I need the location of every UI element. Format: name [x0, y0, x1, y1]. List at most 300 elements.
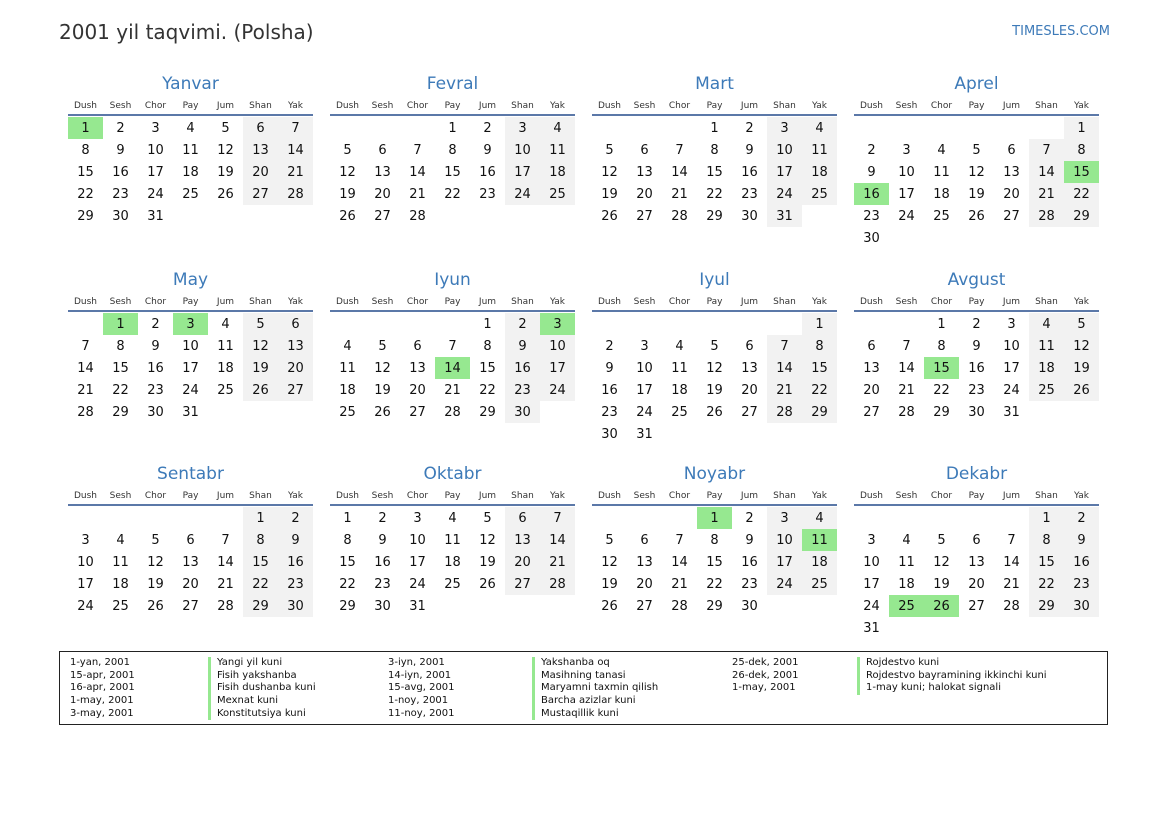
day-cell[interactable]: 7 — [278, 117, 313, 139]
day-cell[interactable]: 18 — [112, 576, 129, 592]
day-cell[interactable]: 26 — [374, 404, 391, 420]
day-cell[interactable]: 31 — [409, 598, 426, 614]
day-cell[interactable]: 6 — [745, 338, 754, 354]
day-cell[interactable]: 19 — [479, 554, 496, 570]
day-cell[interactable]: 17 — [540, 357, 575, 379]
day-cell[interactable]: 21 — [217, 576, 234, 592]
day-cell[interactable]: 10 — [505, 139, 540, 161]
day-cell[interactable]: 16 — [1064, 551, 1099, 573]
day-cell[interactable]: 23 — [278, 573, 313, 595]
day-cell[interactable]: 5 — [243, 313, 278, 335]
day-cell[interactable]: 23 — [147, 382, 164, 398]
day-cell[interactable]: 19 — [217, 164, 234, 180]
day-cell[interactable]: 11 — [933, 164, 950, 180]
day-cell[interactable]: 4 — [675, 338, 684, 354]
day-cell[interactable]: 7 — [902, 338, 911, 354]
day-cell[interactable]: 31 — [863, 620, 880, 636]
day-cell[interactable]: 27 — [505, 573, 540, 595]
day-cell[interactable]: 11 — [898, 554, 915, 570]
day-cell[interactable]: 14 — [1029, 161, 1064, 183]
day-cell[interactable]: 22 — [243, 573, 278, 595]
day-cell[interactable]: 17 — [1003, 360, 1020, 376]
day-cell[interactable]: 6 — [1007, 142, 1016, 158]
day-cell[interactable]: 14 — [671, 164, 688, 180]
day-cell[interactable]: 23 — [741, 186, 758, 202]
day-cell[interactable]: 12 — [933, 554, 950, 570]
day-cell[interactable]: 18 — [1029, 357, 1064, 379]
day-cell[interactable]: 4 — [186, 120, 195, 136]
day-cell[interactable]: 27 — [636, 208, 653, 224]
day-cell[interactable]: 30 — [374, 598, 391, 614]
day-cell[interactable]: 7 — [221, 532, 230, 548]
day-cell[interactable]: 2 — [278, 507, 313, 529]
day-cell[interactable]: 12 — [243, 335, 278, 357]
day-cell[interactable]: 6 — [278, 313, 313, 335]
day-cell[interactable]: 15 — [77, 164, 94, 180]
day-cell[interactable]: 23 — [968, 382, 985, 398]
day-cell[interactable]: 25 — [802, 183, 837, 205]
day-cell[interactable]: 20 — [409, 382, 426, 398]
day-cell[interactable]: 16 — [968, 360, 985, 376]
day-cell[interactable]: 27 — [968, 598, 985, 614]
day-cell[interactable]: 20 — [968, 576, 985, 592]
day-cell[interactable]: 31 — [182, 404, 199, 420]
day-cell[interactable]: 30 — [147, 404, 164, 420]
day-cell[interactable]: 19 — [374, 382, 391, 398]
day-cell[interactable]: 15 — [444, 164, 461, 180]
day-cell[interactable]: 15 — [479, 360, 496, 376]
day-cell[interactable]: 4 — [540, 117, 575, 139]
day-cell[interactable]: 14 — [217, 554, 234, 570]
day-cell[interactable]: 24 — [505, 183, 540, 205]
day-cell[interactable]: 17 — [636, 382, 653, 398]
day-cell[interactable]: 9 — [867, 164, 876, 180]
day-cell[interactable]: 6 — [378, 142, 387, 158]
day-cell[interactable]: 23 — [863, 208, 880, 224]
day-cell[interactable]: 14 — [540, 529, 575, 551]
day-cell[interactable]: 7 — [540, 507, 575, 529]
day-cell[interactable]: 12 — [601, 554, 618, 570]
day-cell[interactable]: 30 — [505, 401, 540, 423]
day-cell[interactable]: 15 — [706, 554, 723, 570]
day-cell[interactable]: 18 — [182, 164, 199, 180]
day-cell[interactable]: 22 — [112, 382, 129, 398]
day-cell[interactable]: 16 — [278, 551, 313, 573]
day-cell[interactable]: 14 — [898, 360, 915, 376]
day-cell[interactable]: 15 — [706, 164, 723, 180]
day-cell[interactable]: 6 — [640, 142, 649, 158]
day-cell[interactable]: 10 — [863, 554, 880, 570]
day-cell[interactable]: 22 — [77, 186, 94, 202]
day-cell[interactable]: 29 — [479, 404, 496, 420]
day-cell[interactable]: 28 — [767, 401, 802, 423]
day-cell[interactable]: 21 — [1003, 576, 1020, 592]
day-cell[interactable]: 3 — [767, 117, 802, 139]
day-cell[interactable]: 26 — [601, 598, 618, 614]
day-cell[interactable]: 30 — [1064, 595, 1099, 617]
day-cell[interactable]: 9 — [505, 335, 540, 357]
day-cell[interactable]: 30 — [278, 595, 313, 617]
holiday-day-cell[interactable]: 1 — [697, 507, 732, 529]
holiday-day-cell[interactable]: 14 — [435, 357, 470, 379]
day-cell[interactable]: 25 — [1029, 379, 1064, 401]
holiday-day-cell[interactable]: 11 — [802, 529, 837, 551]
day-cell[interactable]: 24 — [767, 183, 802, 205]
day-cell[interactable]: 31 — [636, 426, 653, 442]
day-cell[interactable]: 13 — [505, 529, 540, 551]
day-cell[interactable]: 18 — [217, 360, 234, 376]
day-cell[interactable]: 13 — [409, 360, 426, 376]
day-cell[interactable]: 7 — [413, 142, 422, 158]
holiday-day-cell[interactable]: 3 — [173, 313, 208, 335]
day-cell[interactable]: 5 — [343, 142, 352, 158]
day-cell[interactable]: 25 — [671, 404, 688, 420]
day-cell[interactable]: 29 — [1064, 205, 1099, 227]
day-cell[interactable]: 19 — [1064, 357, 1099, 379]
day-cell[interactable]: 25 — [933, 208, 950, 224]
day-cell[interactable]: 25 — [182, 186, 199, 202]
day-cell[interactable]: 1 — [483, 316, 492, 332]
day-cell[interactable]: 22 — [802, 379, 837, 401]
day-cell[interactable]: 9 — [745, 532, 754, 548]
day-cell[interactable]: 20 — [636, 576, 653, 592]
day-cell[interactable]: 4 — [448, 510, 457, 526]
day-cell[interactable]: 10 — [182, 338, 199, 354]
day-cell[interactable]: 8 — [1029, 529, 1064, 551]
day-cell[interactable]: 19 — [706, 382, 723, 398]
day-cell[interactable]: 4 — [802, 507, 837, 529]
day-cell[interactable]: 10 — [767, 529, 802, 551]
day-cell[interactable]: 3 — [81, 532, 90, 548]
day-cell[interactable]: 31 — [767, 205, 802, 227]
day-cell[interactable]: 14 — [767, 357, 802, 379]
day-cell[interactable]: 26 — [1064, 379, 1099, 401]
day-cell[interactable]: 7 — [1029, 139, 1064, 161]
day-cell[interactable]: 18 — [444, 554, 461, 570]
day-cell[interactable]: 6 — [413, 338, 422, 354]
day-cell[interactable]: 15 — [243, 551, 278, 573]
day-cell[interactable]: 9 — [278, 529, 313, 551]
day-cell[interactable]: 20 — [243, 161, 278, 183]
day-cell[interactable]: 11 — [671, 360, 688, 376]
day-cell[interactable]: 31 — [147, 208, 164, 224]
day-cell[interactable]: 19 — [339, 186, 356, 202]
day-cell[interactable]: 19 — [601, 576, 618, 592]
day-cell[interactable]: 16 — [147, 360, 164, 376]
day-cell[interactable]: 28 — [1029, 205, 1064, 227]
day-cell[interactable]: 5 — [605, 532, 614, 548]
day-cell[interactable]: 8 — [483, 338, 492, 354]
day-cell[interactable]: 18 — [898, 576, 915, 592]
day-cell[interactable]: 8 — [81, 142, 90, 158]
day-cell[interactable]: 28 — [671, 598, 688, 614]
day-cell[interactable]: 25 — [217, 382, 234, 398]
day-cell[interactable]: 2 — [972, 316, 981, 332]
day-cell[interactable]: 3 — [867, 532, 876, 548]
day-cell[interactable]: 20 — [636, 186, 653, 202]
day-cell[interactable]: 9 — [116, 142, 125, 158]
day-cell[interactable]: 21 — [898, 382, 915, 398]
day-cell[interactable]: 23 — [374, 576, 391, 592]
day-cell[interactable]: 18 — [339, 382, 356, 398]
day-cell[interactable]: 23 — [505, 379, 540, 401]
day-cell[interactable]: 8 — [937, 338, 946, 354]
day-cell[interactable]: 7 — [81, 338, 90, 354]
day-cell[interactable]: 13 — [374, 164, 391, 180]
day-cell[interactable]: 13 — [243, 139, 278, 161]
day-cell[interactable]: 11 — [217, 338, 234, 354]
day-cell[interactable]: 22 — [339, 576, 356, 592]
day-cell[interactable]: 12 — [601, 164, 618, 180]
day-cell[interactable]: 13 — [1003, 164, 1020, 180]
day-cell[interactable]: 3 — [640, 338, 649, 354]
day-cell[interactable]: 24 — [77, 598, 94, 614]
day-cell[interactable]: 15 — [802, 357, 837, 379]
day-cell[interactable]: 3 — [413, 510, 422, 526]
day-cell[interactable]: 12 — [479, 532, 496, 548]
day-cell[interactable]: 3 — [902, 142, 911, 158]
day-cell[interactable]: 28 — [444, 404, 461, 420]
holiday-day-cell[interactable]: 1 — [103, 313, 138, 335]
day-cell[interactable]: 20 — [505, 551, 540, 573]
day-cell[interactable]: 7 — [1007, 532, 1016, 548]
day-cell[interactable]: 3 — [151, 120, 160, 136]
day-cell[interactable]: 23 — [601, 404, 618, 420]
day-cell[interactable]: 29 — [112, 404, 129, 420]
day-cell[interactable]: 19 — [243, 357, 278, 379]
day-cell[interactable]: 27 — [374, 208, 391, 224]
day-cell[interactable]: 28 — [898, 404, 915, 420]
day-cell[interactable]: 26 — [968, 208, 985, 224]
day-cell[interactable]: 17 — [77, 576, 94, 592]
day-cell[interactable]: 25 — [540, 183, 575, 205]
holiday-day-cell[interactable]: 16 — [854, 183, 889, 205]
day-cell[interactable]: 2 — [745, 120, 754, 136]
day-cell[interactable]: 2 — [378, 510, 387, 526]
day-cell[interactable]: 22 — [1064, 183, 1099, 205]
day-cell[interactable]: 16 — [601, 382, 618, 398]
day-cell[interactable]: 25 — [112, 598, 129, 614]
day-cell[interactable]: 23 — [112, 186, 129, 202]
day-cell[interactable]: 13 — [182, 554, 199, 570]
day-cell[interactable]: 3 — [1007, 316, 1016, 332]
day-cell[interactable]: 13 — [968, 554, 985, 570]
day-cell[interactable]: 21 — [278, 161, 313, 183]
day-cell[interactable]: 4 — [902, 532, 911, 548]
day-cell[interactable]: 2 — [151, 316, 160, 332]
day-cell[interactable]: 14 — [1003, 554, 1020, 570]
day-cell[interactable]: 27 — [636, 598, 653, 614]
day-cell[interactable]: 18 — [802, 551, 837, 573]
day-cell[interactable]: 25 — [802, 573, 837, 595]
day-cell[interactable]: 17 — [409, 554, 426, 570]
day-cell[interactable]: 8 — [116, 338, 125, 354]
holiday-day-cell[interactable]: 15 — [1064, 161, 1099, 183]
day-cell[interactable]: 22 — [1029, 573, 1064, 595]
day-cell[interactable]: 14 — [671, 554, 688, 570]
day-cell[interactable]: 19 — [147, 576, 164, 592]
day-cell[interactable]: 20 — [374, 186, 391, 202]
day-cell[interactable]: 6 — [867, 338, 876, 354]
day-cell[interactable]: 10 — [636, 360, 653, 376]
day-cell[interactable]: 16 — [741, 554, 758, 570]
day-cell[interactable]: 26 — [339, 208, 356, 224]
day-cell[interactable]: 17 — [767, 161, 802, 183]
day-cell[interactable]: 1 — [1029, 507, 1064, 529]
day-cell[interactable]: 29 — [933, 404, 950, 420]
day-cell[interactable]: 5 — [937, 532, 946, 548]
day-cell[interactable]: 19 — [933, 576, 950, 592]
day-cell[interactable]: 12 — [706, 360, 723, 376]
day-cell[interactable]: 24 — [898, 208, 915, 224]
day-cell[interactable]: 1 — [448, 120, 457, 136]
day-cell[interactable]: 21 — [540, 551, 575, 573]
day-cell[interactable]: 18 — [802, 161, 837, 183]
day-cell[interactable]: 9 — [151, 338, 160, 354]
day-cell[interactable]: 21 — [444, 382, 461, 398]
day-cell[interactable]: 30 — [863, 230, 880, 246]
day-cell[interactable]: 5 — [972, 142, 981, 158]
day-cell[interactable]: 17 — [863, 576, 880, 592]
day-cell[interactable]: 5 — [151, 532, 160, 548]
day-cell[interactable]: 7 — [675, 532, 684, 548]
day-cell[interactable]: 19 — [601, 186, 618, 202]
day-cell[interactable]: 5 — [483, 510, 492, 526]
day-cell[interactable]: 6 — [186, 532, 195, 548]
day-cell[interactable]: 12 — [374, 360, 391, 376]
day-cell[interactable]: 12 — [217, 142, 234, 158]
day-cell[interactable]: 29 — [243, 595, 278, 617]
day-cell[interactable]: 19 — [968, 186, 985, 202]
day-cell[interactable]: 2 — [605, 338, 614, 354]
day-cell[interactable]: 26 — [601, 208, 618, 224]
day-cell[interactable]: 4 — [116, 532, 125, 548]
day-cell[interactable]: 4 — [343, 338, 352, 354]
day-cell[interactable]: 4 — [1029, 313, 1064, 335]
day-cell[interactable]: 24 — [767, 573, 802, 595]
day-cell[interactable]: 26 — [706, 404, 723, 420]
day-cell[interactable]: 3 — [767, 507, 802, 529]
day-cell[interactable]: 2 — [1064, 507, 1099, 529]
day-cell[interactable]: 6 — [505, 507, 540, 529]
day-cell[interactable]: 11 — [1029, 335, 1064, 357]
day-cell[interactable]: 17 — [147, 164, 164, 180]
day-cell[interactable]: 29 — [1029, 595, 1064, 617]
day-cell[interactable]: 27 — [1003, 208, 1020, 224]
day-cell[interactable]: 26 — [243, 379, 278, 401]
day-cell[interactable]: 9 — [745, 142, 754, 158]
day-cell[interactable]: 11 — [112, 554, 129, 570]
day-cell[interactable]: 16 — [374, 554, 391, 570]
day-cell[interactable]: 12 — [1064, 335, 1099, 357]
day-cell[interactable]: 29 — [706, 208, 723, 224]
day-cell[interactable]: 21 — [77, 382, 94, 398]
day-cell[interactable]: 10 — [898, 164, 915, 180]
day-cell[interactable]: 11 — [182, 142, 199, 158]
day-cell[interactable]: 28 — [77, 404, 94, 420]
day-cell[interactable]: 17 — [767, 551, 802, 573]
day-cell[interactable]: 17 — [898, 186, 915, 202]
day-cell[interactable]: 1 — [937, 316, 946, 332]
day-cell[interactable]: 24 — [409, 576, 426, 592]
day-cell[interactable]: 10 — [1003, 338, 1020, 354]
day-cell[interactable]: 3 — [505, 117, 540, 139]
day-cell[interactable]: 14 — [77, 360, 94, 376]
day-cell[interactable]: 9 — [605, 360, 614, 376]
day-cell[interactable]: 22 — [479, 382, 496, 398]
day-cell[interactable]: 8 — [448, 142, 457, 158]
day-cell[interactable]: 28 — [540, 573, 575, 595]
day-cell[interactable]: 13 — [741, 360, 758, 376]
day-cell[interactable]: 24 — [636, 404, 653, 420]
day-cell[interactable]: 30 — [601, 426, 618, 442]
day-cell[interactable]: 12 — [147, 554, 164, 570]
day-cell[interactable]: 16 — [112, 164, 129, 180]
holiday-day-cell[interactable]: 25 — [889, 595, 924, 617]
day-cell[interactable]: 27 — [741, 404, 758, 420]
day-cell[interactable]: 26 — [147, 598, 164, 614]
day-cell[interactable]: 29 — [802, 401, 837, 423]
day-cell[interactable]: 7 — [448, 338, 457, 354]
day-cell[interactable]: 1 — [343, 510, 352, 526]
day-cell[interactable]: 12 — [968, 164, 985, 180]
day-cell[interactable]: 9 — [972, 338, 981, 354]
day-cell[interactable]: 1 — [802, 313, 837, 335]
day-cell[interactable]: 8 — [343, 532, 352, 548]
day-cell[interactable]: 28 — [278, 183, 313, 205]
day-cell[interactable]: 17 — [505, 161, 540, 183]
day-cell[interactable]: 11 — [339, 360, 356, 376]
day-cell[interactable]: 18 — [671, 382, 688, 398]
day-cell[interactable]: 8 — [802, 335, 837, 357]
holiday-day-cell[interactable]: 3 — [540, 313, 575, 335]
day-cell[interactable]: 6 — [972, 532, 981, 548]
day-cell[interactable]: 20 — [863, 382, 880, 398]
day-cell[interactable]: 26 — [217, 186, 234, 202]
day-cell[interactable]: 11 — [802, 139, 837, 161]
day-cell[interactable]: 8 — [710, 142, 719, 158]
day-cell[interactable]: 27 — [409, 404, 426, 420]
day-cell[interactable]: 27 — [863, 404, 880, 420]
site-link[interactable]: TIMESLES.COM — [1012, 24, 1110, 39]
day-cell[interactable]: 15 — [1029, 551, 1064, 573]
day-cell[interactable]: 20 — [741, 382, 758, 398]
day-cell[interactable]: 11 — [540, 139, 575, 161]
day-cell[interactable]: 11 — [444, 532, 461, 548]
day-cell[interactable]: 30 — [741, 598, 758, 614]
day-cell[interactable]: 30 — [741, 208, 758, 224]
day-cell[interactable]: 15 — [339, 554, 356, 570]
day-cell[interactable]: 24 — [147, 186, 164, 202]
day-cell[interactable]: 24 — [540, 379, 575, 401]
day-cell[interactable]: 20 — [278, 357, 313, 379]
day-cell[interactable]: 5 — [221, 120, 230, 136]
day-cell[interactable]: 8 — [1064, 139, 1099, 161]
day-cell[interactable]: 12 — [339, 164, 356, 180]
day-cell[interactable]: 2 — [867, 142, 876, 158]
day-cell[interactable]: 18 — [540, 161, 575, 183]
holiday-day-cell[interactable]: 1 — [68, 117, 103, 139]
day-cell[interactable]: 20 — [1003, 186, 1020, 202]
day-cell[interactable]: 25 — [444, 576, 461, 592]
day-cell[interactable]: 14 — [278, 139, 313, 161]
day-cell[interactable]: 10 — [147, 142, 164, 158]
day-cell[interactable]: 24 — [1003, 382, 1020, 398]
day-cell[interactable]: 9 — [483, 142, 492, 158]
day-cell[interactable]: 27 — [182, 598, 199, 614]
day-cell[interactable]: 7 — [767, 335, 802, 357]
day-cell[interactable]: 15 — [112, 360, 129, 376]
